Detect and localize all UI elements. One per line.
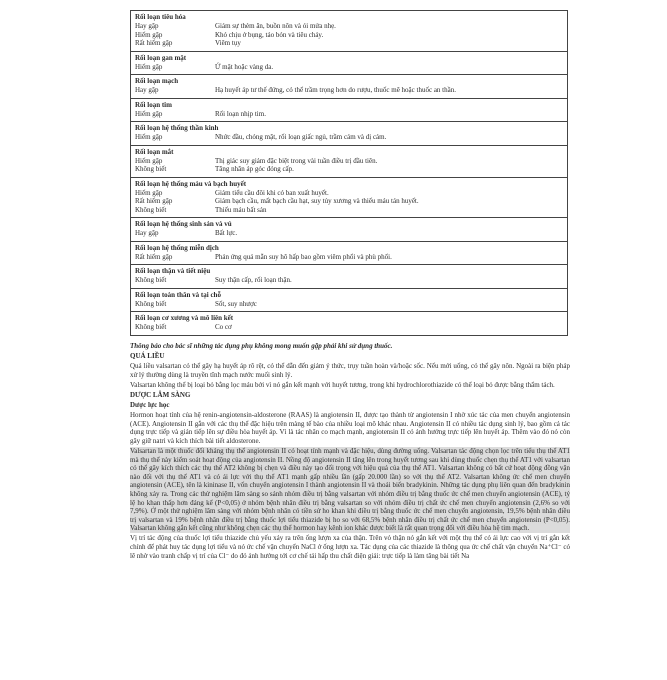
adr-section-title: Rối loạn hệ thống máu và bạch huyết	[135, 179, 247, 188]
adr-frequency: Hiếm gặp	[135, 30, 163, 39]
adr-section-title: Rối loạn gan mật	[135, 53, 187, 62]
adr-description: Giảm bạch cầu, mất bạch cầu hạt, suy tủy xương và thiếu máu tán huyết.	[215, 197, 419, 205]
adr-row	[135, 165, 563, 174]
adr-section	[131, 242, 567, 266]
overdose-paragraph-1: Quá liều valsartan có thể gây hạ huyết áp rõ rệt, có thể dẫn đến giảm ý thức, trụy tuần hoàn và/hoặc sốc. Nếu mới uống, có thể gây nôn. Ngoài ra biện pháp xử lý thường dùng là truyền tĩnh mạch nước muối sinh lý.	[130, 362, 570, 379]
pharmacodynamics-paragraph-2: Valsartan là một thuốc đối kháng thụ thể angiotensin II có hoạt tính mạnh và đặc hiệu, dùng đường uống. Valsartan tác động chọn lọc trên tiểu thụ thể AT1 mà thụ thể này kiểm soát hoạt động của angiotensin II. Nồng độ angiotensin II tăng lên trong huyết tương sau khi dùng thuốc chẹn thụ thể AT1 với valsartan có thể gây kích thích các thụ thể AT2 không bị chẹn và điều này tạo đối trọng với hiệu quả của thụ thể AT1. Valsartan không có bất cứ hoạt động đồng vận nào đối với thụ thể AT1 và có ái lực với thụ thể AT1 mạnh gấp nhiều lần (gấp 20.000 lần) so với thụ thể AT2. Valsartan không ức chế men chuyển angiotensin (ACE), tên là kininase II, vốn chuyển angiotensin I thành angiotensin II và thoái biến bradykinin. Những tác dụng phụ liên quan đến bradykinin không xảy ra. Trong các thử nghiệm lâm sàng so sánh nhóm điều trị bằng valsartan với nhóm điều trị bằng thuốc ức chế men chuyển angiotensin (ACE), tỷ lệ ho khan thấp hơn đáng kể (P<0,05) ở nhóm bệnh nhân điều trị bằng valsartan so với nhóm điều trị chất ức chế men chuyển angiotensin (2,6% so với 7,9%). Ở một thử nghiệm lâm sàng với nhóm bệnh nhân có tiền sử ho khan khi điều trị bằng thuốc ức chế men chuyển angiotensin, 19,5% bệnh nhân điều trị valsartan và 19% bệnh nhân điều trị bằng thuốc lợi tiểu thiazide bị ho so với 68,5% bệnh nhân điều trị chất ức chế men chuyển angiotensin (P<0,05). Valsartan không gắn kết cũng như không chẹn các thụ thể hormon hay kênh ion khác được biết là rất quan trọng đối với điều hòa hệ tim mạch.	[130, 447, 570, 533]
adr-description: Khó chịu ở bụng, táo bón và tiêu chảy.	[215, 30, 324, 39]
adr-description: Co cơ	[215, 323, 232, 331]
adr-description: Ứ mật hoặc vàng da.	[215, 62, 274, 71]
adr-description: Phản ứng quá mẫn suy hô hấp bao gồm viêm phổi và phù phổi.	[215, 252, 392, 261]
adr-description: Hạ huyết áp tư thế đứng, có thể trầm trọng hơn do rượu, thuốc mê hoặc thuốc an thần.	[215, 86, 456, 94]
adr-row	[135, 323, 563, 332]
adr-frequency: Hiếm gặp	[135, 133, 163, 141]
adr-description: Sốt, suy nhược	[215, 299, 257, 308]
adr-frequency: Không biết	[135, 205, 167, 214]
adr-section	[131, 178, 567, 219]
body-text	[130, 342, 570, 562]
adr-row	[135, 253, 563, 262]
adr-frequency: Hiếm gặp	[135, 156, 163, 165]
adr-row	[135, 157, 563, 166]
adr-section-title: Rối loạn tim	[135, 100, 172, 109]
clinical-heading: DƯỢC LÂM SÀNG	[130, 390, 191, 399]
adr-frequency: Không biết	[135, 299, 167, 308]
overdose-heading: QUÁ LIỀU	[130, 352, 165, 361]
adverse-reactions-table	[130, 10, 568, 336]
adr-description: Giảm tiểu cầu đôi khi có ban xuất huyết.	[215, 188, 329, 197]
adr-section-title: Rối loạn cơ xương và mô liên kết	[135, 314, 234, 322]
adr-frequency: Rất hiếm gặp	[135, 39, 173, 47]
adr-description: Tăng nhãn áp góc đóng cấp.	[215, 165, 294, 173]
adr-row	[135, 133, 563, 142]
adr-row	[135, 197, 563, 206]
adr-row	[135, 31, 563, 40]
adr-frequency: Rất hiếm gặp	[135, 252, 173, 261]
adr-description: Suy thận cấp, rối loạn thận.	[215, 276, 292, 284]
adr-section	[131, 11, 567, 52]
pharmacodynamics-paragraph-1: Hormon hoạt tính của hệ renin-angiotensin-aldosterone (RAAS) là angiotensin II, được tạo thành từ angiotensin I nhờ xúc tác của men chuyển angiotensin (ACE). Angiotensin II gắn với các thụ thể đặc hiệu trên màng tế bào của nhiều loại mô khác nhau. Angiotensin II có nhiều tác dụng sinh lý, bao gồm cả tác dụng trực tiếp và gián tiếp lên sự điều hòa huyết áp. Vì là tác nhân co mạch mạnh, angiotensin II có ảnh hưởng trực tiếp lên huyết áp. Thêm vào đó nó còn gây giữ natri và kích thích bài tiết aldosterone.	[130, 411, 570, 445]
report-note: Thông báo cho bác sĩ những tác dụng phụ không mong muốn gặp phải khi sử dụng thuốc.	[130, 342, 393, 350]
adr-frequency: Hiếm gặp	[135, 109, 163, 118]
adr-section-title: Rối loạn mạch	[135, 77, 179, 85]
adr-row	[135, 86, 563, 95]
adr-description: Thị giác suy giảm đặc biệt trong vài tuần điều trị đầu tiên.	[215, 156, 378, 165]
adr-row	[135, 276, 563, 285]
adr-row	[135, 206, 563, 215]
adr-section-title: Rối loạn tiêu hóa	[135, 13, 186, 21]
adr-frequency: Hiếm gặp	[135, 62, 163, 71]
adr-section	[131, 289, 567, 313]
overdose-paragraph-2: Valsartan không thể bị loại bỏ bằng lọc máu bởi vì nó gắn kết mạnh với huyết tương, trong khi hydrochlorothiazide có thể loại bỏ được bằng thẩm tách.	[130, 380, 555, 389]
adr-section	[131, 265, 567, 289]
adr-row	[135, 39, 563, 48]
adr-description: Giảm sự thèm ăn, buồn nôn và ói mửa nhẹ.	[215, 22, 336, 30]
adr-frequency: Rất hiếm gặp	[135, 197, 173, 205]
adr-section	[131, 99, 567, 123]
adr-section	[131, 52, 567, 76]
adr-section-title: Rối loạn hệ thống miễn dịch	[135, 243, 219, 252]
adr-section	[131, 146, 567, 178]
adr-section	[131, 122, 567, 146]
adr-description: Viêm tụy	[215, 39, 241, 47]
pharmacodynamics-paragraph-3: Vị trí tác động của thuốc lợi tiểu thiazide chủ yếu xảy ra trên ống lượn xa của thận. Trên vỏ thận nó gắn kết với một thụ thể có ái lực cao với vị trí gắn kết chính để phát huy tác dụng lợi tiểu và nó ức chế vận chuyển NaCl ở ống lượn xa. Tác dụng của các thiazide là thông qua ức chế chất vận chuyển Na⁺Cl⁻ có lẽ nhờ vào tranh chấp vị trí của Cl⁻ do đó ảnh hưởng tới cơ chế tái hấp thu chất điện giải: trực tiếp là làm tăng bài tiết Na	[130, 534, 570, 560]
adr-row	[135, 229, 563, 238]
adr-section-title: Rối loạn toàn thân và tại chỗ	[135, 290, 221, 299]
adr-row	[135, 300, 563, 309]
adr-description: Thiếu máu bất sản	[215, 205, 267, 214]
pharmacology-heading: Dược lực học	[130, 401, 170, 410]
adr-row	[135, 110, 563, 119]
adr-frequency: Hay gặp	[135, 86, 159, 94]
adr-section-title: Rối loạn mắt	[135, 147, 174, 156]
adr-row	[135, 189, 563, 198]
adr-section	[131, 218, 567, 242]
adr-description: Nhức đầu, chóng mặt, rối loạn giấc ngủ, trầm cảm và dị cảm.	[215, 133, 387, 141]
adr-row	[135, 63, 563, 72]
adr-description: Rối loạn nhịp tim.	[215, 109, 266, 118]
adr-frequency: Hiếm gặp	[135, 188, 163, 197]
adr-frequency: Hay gặp	[135, 22, 159, 30]
adr-section-title: Rối loạn hệ thống sinh sản và vú	[135, 220, 232, 228]
adr-frequency: Không biết	[135, 276, 167, 284]
adr-section	[131, 75, 567, 99]
adr-frequency: Hay gặp	[135, 229, 159, 237]
adr-description: Bất lực.	[215, 229, 238, 237]
adr-section	[131, 312, 567, 335]
adr-frequency: Không biết	[135, 323, 167, 331]
adr-section-title: Rối loạn hệ thống thần kinh	[135, 124, 219, 132]
adr-frequency: Không biết	[135, 165, 167, 173]
adr-row	[135, 22, 563, 31]
adr-section-title: Rối loạn thận và tiết niệu	[135, 267, 211, 275]
